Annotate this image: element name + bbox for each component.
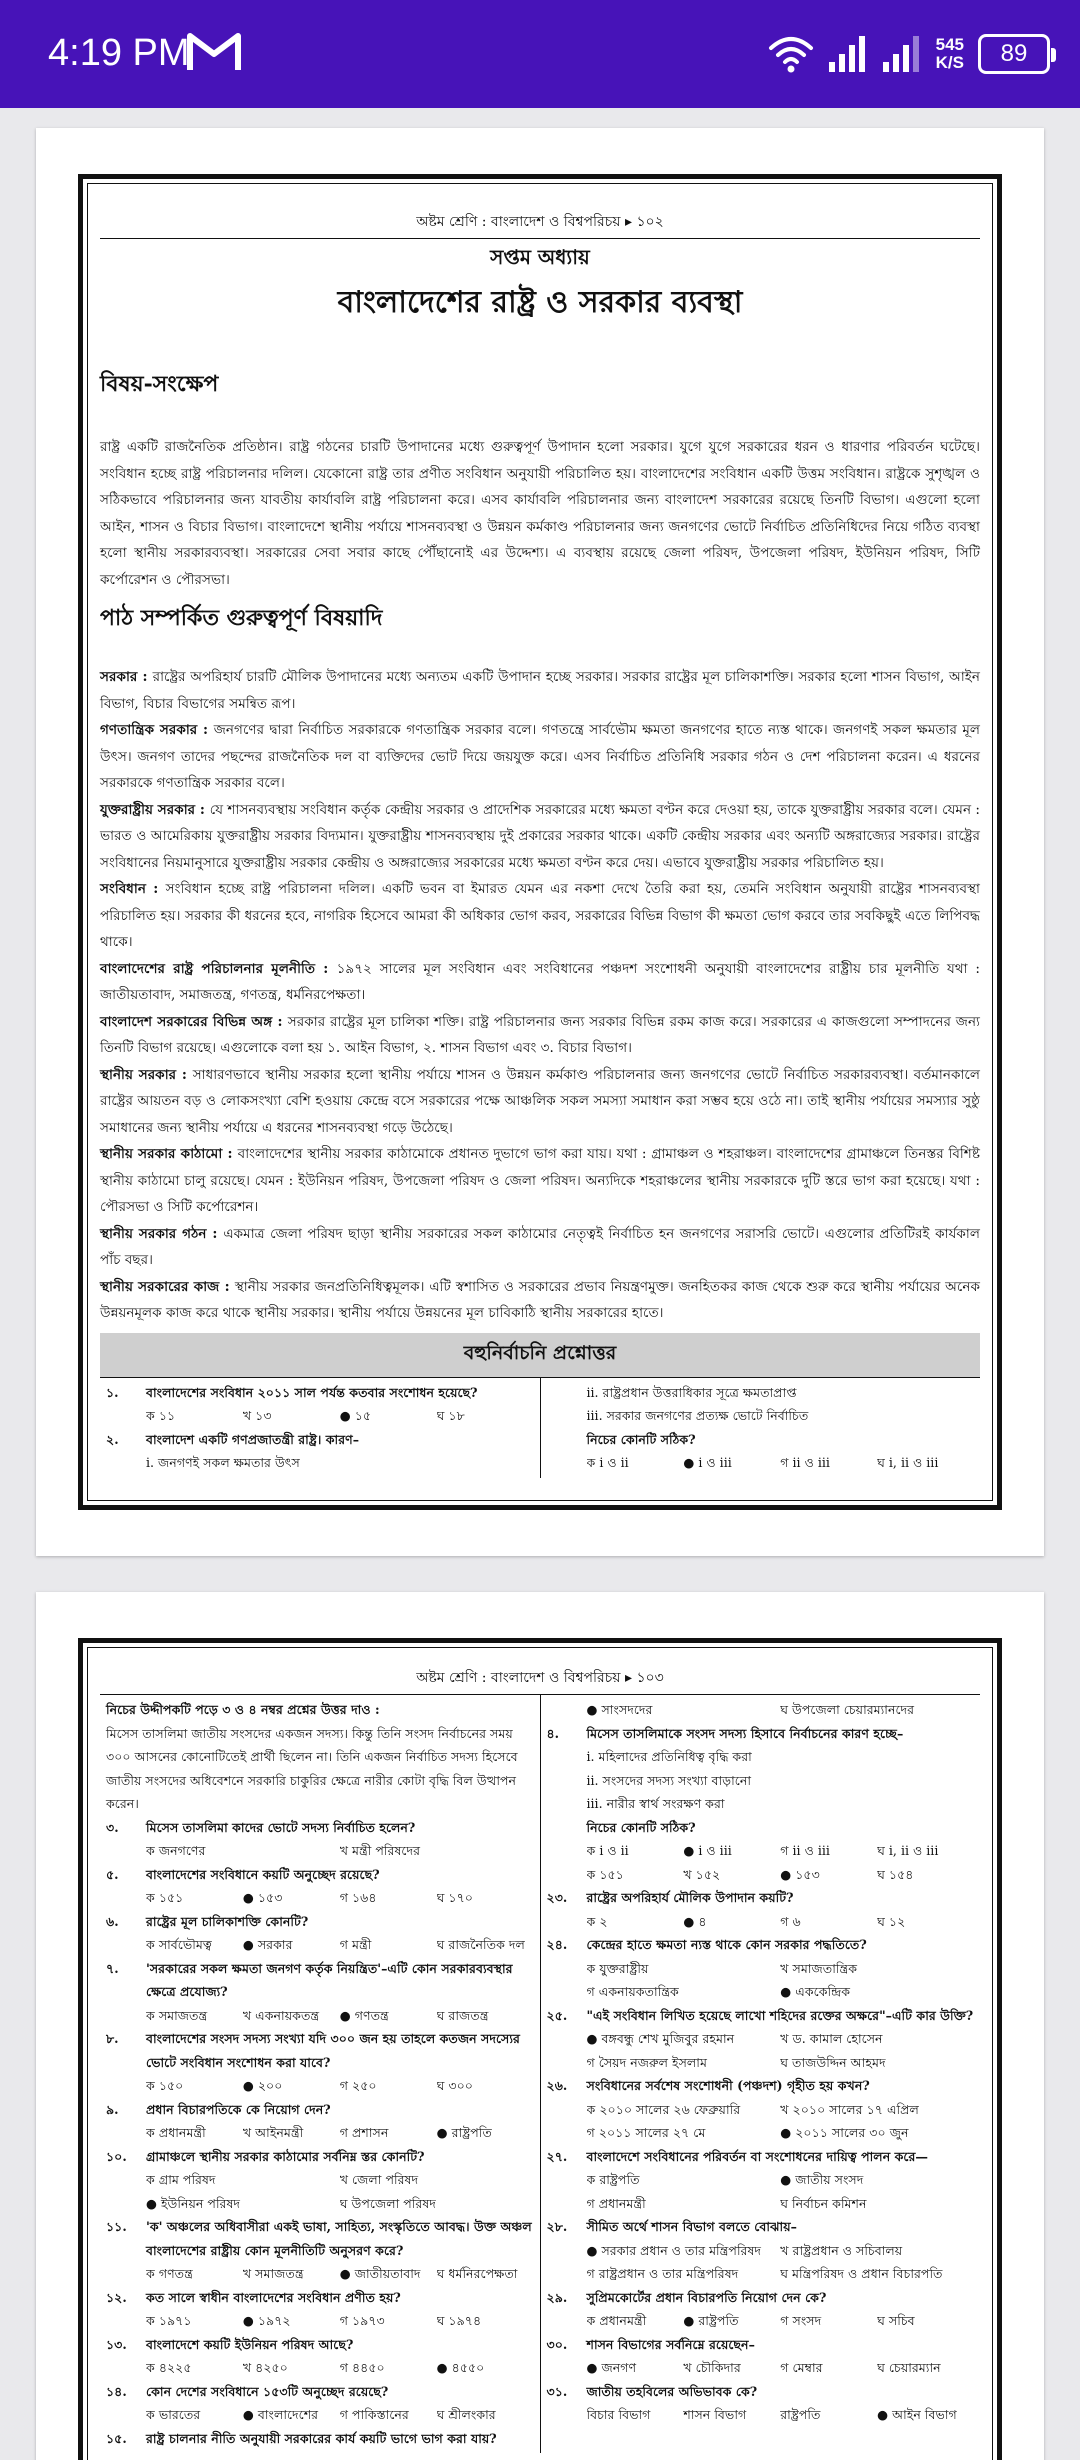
question-text: "এই সংবিধান লিখিত হয়েছে লাখো শহিদের রক্তের অক্ষরে"–এটি কার উক্তি? (586, 2007, 974, 2023)
answer-option: ● সরকার (242, 1937, 293, 1952)
summary-heading: বিষয়-সংক্ষেপ (100, 371, 219, 397)
stimulus-instruction: নিচের উদ্দীপকটি পড়ে ৩ ও ৪ নম্বর প্রশ্নের উত্তর দাও : (106, 1702, 380, 1717)
term-label: বাংলাদেশ সরকারের বিভিন্ন অঙ্গ : (100, 1013, 288, 1030)
answer-option: ক ১৫০ (146, 2078, 184, 2093)
answer-option: গ পাকিস্তানের (339, 2407, 409, 2422)
answer-option: ● ৪ (683, 1913, 707, 1929)
term-entry (100, 717, 980, 797)
question (106, 2427, 534, 2451)
term-text: স্থানীয় সরকার জনপ্রতিনিধিত্বমূলক। এটি স্বশাসিত ও সরকারের প্রভাব নিয়ন্ত্রণমুক্ত। জনহিতকর কাজ থেকে শুরু করে স্থানীয় পর্যায়ের অনেক উন্নয়নমূলক কাজ করে থাকে স্থানীয় সরকার। স্থানীয় পর্যায়ে উন্নয়নের মূল চাবিকাঠি স্থানীয় সরকারের হাতে। (100, 1278, 980, 1321)
answer-option: ক ২০১০ সালের ২৬ ফেব্রুয়ারি (586, 2101, 741, 2117)
mcq-column-left (100, 1695, 541, 2453)
question-number: ২৬. (546, 2078, 568, 2093)
answer-option: ক গণতন্ত্র (146, 2266, 193, 2281)
answer-option: ঘ তাজউদ্দিন আহমদ (780, 2054, 886, 2070)
question-number: ১৪. (106, 2383, 127, 2399)
answer-options (106, 2074, 534, 2098)
stimulus-text: মিসেস তাসলিমা জাতীয় সংসদের একজন সদস্য। কিন্তু তিনি সংসদ নির্বাচনের সময় ৩০০ আসনের কোনোটিতেই প্রার্থী ছিলেন না। তিনি একজন নির্বাচিত সদস্য হিসেবে জাতীয় সংসদের অধিবেশনে সরকারি চাকুরির ক্ষেত্রে নারীর কোটা বৃদ্ধি বিল উত্থাপন করেন। (106, 1725, 518, 1811)
answer-option: ক ১১ (146, 1408, 176, 1423)
answer-option: গ ii ও iii (780, 1843, 830, 1858)
answer-option: ● এককেন্দ্রিক (780, 1984, 851, 1999)
answer-option: গ সংসদ (780, 2313, 822, 2328)
answer-option: ক ৪২২৫ (146, 2360, 192, 2375)
mcq-column-right (541, 1378, 981, 1478)
answer-option: ক রাষ্ট্রপতি (586, 2172, 640, 2187)
answer-option: শাসন বিভাগ (683, 2407, 747, 2422)
question-text: মিসেস তাসলিমাকে সংসদ সদস্য হিসাবে নির্বাচনের কারণ হচ্ছে– (586, 1725, 904, 1741)
answer-option: ঘ i, ii ও iii (877, 1455, 939, 1470)
question-text: জাতীয় তহবিলের অভিভাবক কে? (586, 2383, 758, 2399)
answer-option: ক সার্বভৌমত্ব (146, 1937, 212, 1952)
answer-option: খ ১৩ (242, 1408, 272, 1423)
answer-option: ● জাতীয়তাবাদ (339, 2266, 421, 2281)
mcq-heading: বহুনির্বাচনি প্রশ্নোত্তর (100, 1333, 980, 1377)
term-entry (100, 876, 980, 956)
answer-option: ● রাষ্ট্রপতি (683, 2313, 739, 2328)
answer-option: ঘ মন্ত্রিপরিষদ ও প্রধান বিচারপতি (780, 2266, 943, 2281)
answer-option: ঘ ৩০০ (436, 2078, 473, 2093)
question-number: ২৫. (546, 2007, 568, 2023)
term-text: জনগণের দ্বারা নির্বাচিত সরকারকে গণতান্ত্রিক সরকার বলে। গণতন্ত্রে সার্বভৌম ক্ষমতা জনগণের হাতে ন্যস্ত থাকে। জনগণই সকল ক্ষমতার মূল উৎস। জনগণ তাদের পছন্দের রাজনৈতিক দল বা ব্যক্তিদের ভোট দিয়ে জয়যুক্ত করে। এসব নির্বাচিত প্রতিনিধি সরকার গঠন ও দেশ পরিচালনা করেন। এ ধরনের সরকারকে গণতান্ত্রিক সরকার বলে। (100, 722, 980, 791)
answer-option: ● ৪৫৫০ (436, 2360, 485, 2375)
question (547, 2004, 975, 2028)
question-number: ১০. (106, 2148, 127, 2164)
answer-option: ● i ও iii (683, 1843, 732, 1858)
question-text: কেন্দ্রের হাতে ক্ষমতা ন্যস্ত থাকে কোন সরকার পদ্ধতিতে? (586, 1937, 867, 1952)
question-number: ৮. (106, 2031, 119, 2046)
answer-option: গ ৪৪৫০ (339, 2360, 385, 2375)
term-text: সরকার রাষ্ট্রের মূল চালিকা শক্তি। রাষ্ট্র পরিচালনার জন্য সরকার বিভিন্ন রকম কাজ করে। সরকারের এ কাজগুলো সম্পাদনের জন্য তিনটি বিভাগ রয়েছে। এগুলোকে বলা হয় ১. আইন বিভাগ, ২. শাসন বিভাগ এবং ৩. বিচার বিভাগ। (100, 1013, 980, 1056)
question-number: ১. (106, 1384, 119, 1400)
question (106, 1957, 534, 2004)
question-text: শাসন বিভাগের সর্বনিম্নে রয়েছেন– (586, 2336, 755, 2352)
question-text: 'ক' অঞ্চলের অধিবাসীরা একই ভাষা, সাহিত্য, সংস্কৃতিতে আবদ্ধ। উক্ত অঞ্চল বাংলাদেশের রাষ্ট্রীয় কোন মূলনীতিটি অনুসরণ করে? (146, 2219, 532, 2258)
answer-option: গ রাষ্ট্রপ্রধান ও তার মন্ত্রিপরিষদ (586, 2266, 739, 2281)
answer-options (547, 1839, 975, 1863)
status-bar (0, 0, 1080, 108)
answer-option: খ ২০১০ সালের ১৭ এপ্রিল (780, 2101, 919, 2117)
question-number: ২৭. (546, 2148, 568, 2164)
answer-options (547, 2168, 975, 2215)
question-text: সীমিত অর্থে শাসন বিভাগ বলতে বোঝায়– (586, 2219, 797, 2234)
answer-options (547, 1451, 975, 1475)
answer-option: ক যুক্তরাষ্ট্রীয় (586, 1960, 649, 1976)
answer-option: ঘ ১২ (877, 1913, 906, 1929)
term-entry (100, 1221, 980, 1274)
question (547, 2286, 975, 2310)
statement-line: iii. নারীর স্বার্থ সংরক্ষণ করা (586, 1796, 725, 1811)
answer-option: ঘ ১৭০ (436, 1890, 473, 1905)
question-text: সুপ্রিমকোর্টের প্রধান বিচারপতি নিয়োগ দেন কে? (586, 2289, 827, 2305)
answer-option: গ ১৯৭৩ (339, 2313, 385, 2328)
terms-heading: পাঠ সম্পর্কিত গুরুত্বপূর্ণ বিষয়াদি (100, 605, 383, 631)
question (547, 1722, 975, 1746)
question-prompt: নিচের কোনটি সঠিক? (586, 1819, 696, 1835)
answer-options (547, 1698, 975, 1722)
answer-option: ● আইন বিভাগ (877, 2407, 957, 2422)
term-text: সংবিধান হচ্ছে রাষ্ট্র পরিচালনা দলিল। একটি ভবন বা ইমারত যেমন এর নকশা দেখে তৈরি করা হয়, তেমনি সংবিধান অনুযায়ী রাষ্ট্রের শাসনব্যবস্থা পরিচালিত হয়। সরকার কী ধরনের হবে, নাগরিক হিসেবে আমরা কী অধিকার ভোগ করব, সরকারের বিভিন্ন বিভাগ কী ক্ষমতা ভোগ করবে তার সবকিছুই এতে লিপিবদ্ধ থাকে। (100, 881, 980, 950)
term-label: সংবিধান : (100, 881, 166, 897)
question-text: বাংলাদেশ একটি গণপ্রজাতন্ত্রী রাষ্ট্র। কারণ– (146, 1431, 360, 1447)
term-entry (100, 797, 980, 877)
statement-line: i. জনগণই সকল ক্ষমতার উৎস (146, 1455, 300, 1470)
question (547, 2145, 975, 2169)
answer-option: ● ২০০ (242, 2078, 283, 2093)
question (106, 2098, 534, 2122)
question (106, 2215, 534, 2262)
answer-option: ক গ্রাম পরিষদ (146, 2172, 216, 2187)
answer-option: ঘ ১৯৭৪ (436, 2313, 482, 2328)
answer-option: ● সরকার প্রধান ও তার মন্ত্রিপরিষদ (586, 2242, 762, 2258)
answer-option: ঘ ১৮ (436, 1408, 465, 1423)
answer-options (106, 1886, 534, 1910)
answer-option: গ মন্ত্রী (339, 1937, 372, 1952)
question-text: রাষ্ট্রের অপরিহার্য মৌলিক উপাদান কয়টি? (586, 1890, 794, 1905)
question-text: সংবিধানের সর্বশেষ সংশোধনী (পঞ্চদশ) গৃহীত হয় কখন? (586, 2078, 870, 2093)
answer-option: ঘ ১৫৪ (877, 1866, 914, 1882)
question-number: ১১. (106, 2219, 127, 2234)
answer-option: ● জাতীয় সংসদ (780, 2172, 864, 2187)
answer-options (547, 1863, 975, 1887)
term-text: যে শাসনব্যবস্থায় সংবিধান কর্তৃক কেন্দ্রীয় সরকার ও প্রাদেশিক সরকারের মধ্যে ক্ষমতা বণ্টন করে দেওয়া হয়, তাকে যুক্তরাষ্ট্রীয় সরকার বলে। যেমন : ভারত ও আমেরিকায় যুক্তরাষ্ট্রীয় সরকার বিদ্যমান। যুক্তরাষ্ট্রীয় শাসনব্যবস্থায় দুই প্রকারের সরকার থাকে। একটি কেন্দ্রীয় সরকার এবং অন্যটি অঙ্গরাজ্যের সরকার। রাষ্ট্রের সংবিধানের নিয়মানুসারে যুক্তরাষ্ট্রীয় সরকার কেন্দ্রীয় ও অঙ্গরাজ্যের সরকারের মধ্যে ক্ষমতা বণ্টন করে দেয়। এভাবে যুক্তরাষ্ট্রীয় সরকার পরিচালিত হয়। (100, 801, 981, 871)
answer-option: ● ২০১১ সালের ৩০ জুন (780, 2125, 909, 2140)
document-page-2 (36, 1592, 1044, 2460)
statement-line: ii. রাষ্ট্রপ্রধান উত্তরাধিকার সূত্রে ক্ষমতাপ্রাপ্ত (586, 1384, 797, 1400)
question (106, 1381, 534, 1405)
question-number: ১৩. (106, 2336, 127, 2352)
question-text: কোন দেশের সংবিধানে ১৫৩টি অনুচ্ছেদ রয়েছে? (146, 2383, 389, 2399)
document-page-1 (36, 128, 1044, 1556)
question (547, 2380, 975, 2404)
answer-option: ● জনগণ (586, 2360, 637, 2375)
term-text: একমাত্র জেলা পরিষদ ছাড়া স্থানীয় সরকারের সকল কাঠামোর নেতৃত্বই নির্বাচিত হন জনগণের সরাসরি ভোটে। এগুলোর প্রতিটিরই কার্যকাল পাঁচ বছর। (100, 1225, 980, 1268)
question (106, 2333, 534, 2357)
answer-options (106, 2356, 534, 2380)
answer-option: খ সমাজতান্ত্রিক (780, 1960, 858, 1976)
term-label: স্থানীয় সরকার কাঠামো : (100, 1146, 238, 1162)
term-label: স্থানীয় সরকারের কাজ : (100, 1278, 235, 1295)
answer-option: খ ১৫২ (683, 1866, 721, 1882)
answer-option: ক ভারতের (146, 2407, 201, 2422)
answer-option: খ জেলা পরিষদ (339, 2172, 419, 2187)
answer-option: ● ইউনিয়ন পরিষদ (146, 2195, 241, 2211)
answer-option: গ একনায়কতান্ত্রিক (586, 1984, 679, 1999)
question (547, 1886, 975, 1910)
question-number: ৬. (106, 1913, 119, 1929)
term-entry (100, 1009, 980, 1062)
question-text: 'সরকারের সকল ক্ষমতা জনগণ কর্তৃক নিয়ন্ত্রিত'–এটি কোন সরকারব্যবস্থার ক্ষেত্রে প্রযোজ্য? (146, 1960, 513, 1999)
answer-option: খ সমাজতন্ত্র (242, 2266, 304, 2281)
answer-option: ক i ও ii (586, 1843, 629, 1858)
question-number: ২৮. (546, 2219, 568, 2234)
answer-options (547, 2239, 975, 2286)
answer-options (547, 2098, 975, 2145)
term-text: রাষ্ট্রের অপরিহার্য চারটি মৌলিক উপাদানের মধ্যে অন্যতম একটি উপাদান হচ্ছে সরকার। সরকার রাষ্ট্রের মূল চালিকাশক্তি। সরকার হলো শাসন বিভাগ, আইন বিভাগ, বিচার বিভাগের সমন্বিত রূপ। (100, 669, 980, 712)
signal-icon (828, 34, 868, 74)
network-speed-unit: K/S (935, 53, 964, 72)
answer-option: খ আইনমন্ত্রী (242, 2125, 304, 2140)
answer-option: ● ১৫ (339, 1408, 372, 1423)
answer-option: ঘ ধর্মনিরপেক্ষতা (436, 2266, 518, 2281)
answer-option: ● বঙ্গবন্ধু শেখ মুজিবুর রহমান (586, 2031, 735, 2046)
answer-option: ● গণতন্ত্র (339, 2007, 389, 2023)
gmail-icon (186, 30, 242, 74)
answer-option: গ ২৫০ (339, 2078, 377, 2093)
question-text: গ্রামাঞ্চলে স্থানীয় সরকার কাঠামোর সর্বনিম্ন স্তর কোনটি? (146, 2148, 425, 2164)
answer-options (106, 2262, 534, 2286)
answer-option: ঘ রাজনৈতিক দল (436, 1937, 525, 1952)
term-text: ১৯৭২ সালের মূল সংবিধান এবং সংবিধানের পঞ্চদশ সংশোধনী অনুযায়ী বাংলাদেশের রাষ্ট্রীয় চার মূলনীতি যথা : জাতীয়তাবাদ, সমাজতন্ত্র, গণতন্ত্র, ধর্মনিরপেক্ষতা। (100, 960, 980, 1003)
question-number: ৫. (106, 1866, 119, 1882)
question-number: ১২. (106, 2289, 127, 2305)
answer-options (106, 1404, 534, 1428)
question-number: ২৩. (546, 1890, 568, 1905)
battery-level: 89 (1000, 40, 1028, 67)
question (106, 1863, 534, 1887)
question-prompt: নিচের কোনটি সঠিক? (586, 1431, 696, 1447)
answer-option: ● ১৫৩ (242, 1890, 283, 1905)
question-number: ২. (106, 1431, 119, 1447)
answer-option: গ ৬ (780, 1913, 801, 1929)
question (106, 1428, 534, 1452)
term-entry (100, 664, 980, 717)
question-number: ৩০. (546, 2336, 568, 2352)
answer-options (106, 2004, 534, 2028)
answer-option: গ সৈয়দ নজরুল ইসলাম (586, 2054, 707, 2070)
signal-icon-2 (882, 34, 922, 74)
statement-line: ii. সংসদের সদস্য সংখ্যা বাড়ানো (586, 1772, 751, 1788)
answer-options (547, 2027, 975, 2074)
term-label: সরকার : (100, 669, 153, 685)
question-number: ৪. (546, 1725, 560, 1741)
term-entry (100, 956, 980, 1009)
question-number: ১৫. (106, 2430, 127, 2446)
question-number: ৩১. (546, 2383, 568, 2399)
answer-option: ● ১৯৭২ (242, 2313, 291, 2328)
answer-option: খ চৌকিদার (683, 2360, 741, 2375)
statement-line: i. মহিলাদের প্রতিনিধিত্ব বৃদ্ধি করা (586, 1749, 752, 1764)
question-text: বাংলাদেশের সংসদ সদস্য সংখ্যা যদি ৩০০ জন হয় তাহলে কতজন সদস্যের ভোটে সংবিধান সংশোধন করা যাবে? (146, 2031, 520, 2070)
answer-option: খ ড. কামাল হোসেন (780, 2031, 883, 2046)
answer-option: ● ১৫৩ (780, 1866, 820, 1882)
mcq-column-right (541, 1695, 981, 2453)
term-text: সাধারণভাবে স্থানীয় সরকার হলো স্থানীয় পর্যায়ে শাসন ও উন্নয়ন কর্মকাণ্ড পরিচালনার জন্য জনগণের ভোটে নির্বাচিত সরকারব্যবস্থা। বর্তমানকালে রাষ্ট্রের আয়তন বড় ও লোকসংখ্যা বেশি হওয়ায় কেন্দ্রে বসে সরকারের পক্ষে আঞ্চলিক সকল সমস্যা সমাধান করা সম্ভব হয়ে ওঠে না। তাই স্থানীয় পর্যায়ের সমস্যার সুষ্ঠু সমাধানের জন্য স্থানীয় পর্যায়ে এ ধরনের শাসনব্যবস্থা গড়ে উঠেছে। (100, 1066, 980, 1136)
battery-icon (978, 34, 1050, 74)
question (106, 2286, 534, 2310)
answer-option: বিচার বিভাগ (586, 2407, 651, 2422)
term-label: স্থানীয় সরকার গঠন : (100, 1225, 224, 1242)
answer-options (547, 1957, 975, 2004)
question (547, 1933, 975, 1957)
answer-option: খ ৪২৫০ (242, 2360, 288, 2375)
answer-options (547, 2309, 975, 2333)
question-text: বাংলাদেশে কয়টি ইউনিয়ন পরিষদ আছে? (146, 2336, 354, 2352)
term-label: গণতান্ত্রিক সরকার : (100, 722, 214, 738)
question-number: ২৪. (546, 1937, 568, 1952)
answer-option: ঘ শ্রীলংকার (436, 2407, 496, 2422)
answer-option: ক ১৯৭১ (146, 2313, 192, 2328)
network-speed-value: 545 (935, 35, 964, 54)
statement-line: iii. সরকার জনগণের প্রত্যক্ষ ভোটে নির্বাচিত (586, 1408, 809, 1423)
mcq-column-left (100, 1378, 541, 1478)
question (547, 2215, 975, 2239)
question-text: বাংলাদেশের সংবিধান ২০১১ সাল পর্যন্ত কতবার সংশোধন হয়েছে? (146, 1384, 478, 1400)
terms-list (100, 664, 980, 1327)
answer-options (106, 2168, 534, 2215)
answer-option: ঘ রাজতন্ত্র (436, 2007, 489, 2023)
term-label: বাংলাদেশের রাষ্ট্র পরিচালনার মূলনীতি : (100, 960, 337, 977)
question (547, 2074, 975, 2098)
term-text: বাংলাদেশের স্থানীয় সরকার কাঠামোকে প্রধানত দুভাগে ভাগ করা যায়। যথা : গ্রামাঞ্চল ও শহরাঞ্চল। বাংলাদেশের গ্রামাঞ্চলে তিনস্তর বিশিষ্ট স্থানীয় কাঠামো চালু রয়েছে। যেমন : ইউনিয়ন পরিষদ, উপজেলা পরিষদ ও জেলা পরিষদ। অন্যদিকে শহরাঞ্চলের স্থানীয় সরকারকে দুটি স্তরে ভাগ করা হয়েছে। যথা : পৌরসভা ও সিটি কর্পোরেশন। (100, 1146, 980, 1215)
answer-option: ক সমাজতন্ত্র (146, 2007, 208, 2023)
question-number: ৭. (106, 1960, 119, 1976)
answer-option: গ মেম্বার (780, 2360, 823, 2375)
network-speed (936, 36, 964, 72)
question (106, 1816, 534, 1840)
answer-option: ক প্রধানমন্ত্রী (586, 2313, 647, 2328)
answer-option: ঘ i, ii ও iii (877, 1843, 939, 1858)
answer-option: ঘ উপজেলা পরিষদ (339, 2195, 436, 2211)
answer-option: ক জনগণের (146, 1843, 206, 1858)
question (547, 2333, 975, 2357)
answer-option: ঘ উপজেলা চেয়ারম্যানদের (780, 1702, 915, 1717)
answer-option: গ ১৬৪ (339, 1890, 377, 1905)
question-number: ২৯. (546, 2289, 568, 2305)
chapter-title: বাংলাদেশের রাষ্ট্র ও সরকার ব্যবস্থা (337, 285, 743, 320)
chapter-number: সপ্তম অধ্যায় (490, 245, 590, 269)
answer-option: ক ২ (586, 1913, 608, 1929)
question-number: ৩. (106, 1819, 119, 1835)
answer-option: ● সাংসদদের (586, 1702, 653, 1717)
answer-option: গ ২০১১ সালের ২৭ মে (586, 2125, 706, 2140)
answer-options (547, 1910, 975, 1934)
answer-options (106, 1933, 534, 1957)
term-label: যুক্তরাষ্ট্রীয় সরকার : (100, 801, 210, 818)
answer-option: ঘ চেয়ারম্যান (877, 2360, 941, 2375)
summary-paragraph: রাষ্ট্র একটি রাজনৈতিক প্রতিষ্ঠান। রাষ্ট্র গঠনের চারটি উপাদানের মধ্যে গুরুত্বপূর্ণ উপাদান হলো সরকার। যুগে যুগে সরকারের ধরন ও ধারণার পরিবর্তন ঘটেছে। সংবিধান হচ্ছে রাষ্ট্র পরিচালনার দলিল। যেকোনো রাষ্ট্র তার প্রণীত সংবিধান অনুযায়ী পরিচালিত হয়। বাংলাদেশের সংবিধান একটি উত্তম সংবিধান। রাষ্ট্রকে সুশৃঙ্খল ও সঠিকভাবে পরিচালনার জন্য যাবতীয় কার্যাবলি রাষ্ট্র পরিচালনা করে। এসব কার্যাবলি পরিচালনার জন্য বাংলাদেশ সরকারের রয়েছে তিনটি বিভাগ। এগুলো হলো আইন, শাসন ও বিচার বিভাগ। বাংলাদেশে স্থানীয় পর্যায়ে শাসনব্যবস্থা ও উন্নয়ন কর্মকাণ্ড পরিচালনার জন্য জনগণের ভোটে নির্বাচিত প্রতিনিধিদের নিয়ে গঠিত ব্যবস্থা হলো স্থানীয় সরকারব্যবস্থা। সরকারের সেবা সবার কাছে পৌঁছানোই এর উদ্দেশ্য। এ ব্যবস্থায় রয়েছে জেলা পরিষদ, উপজেলা পরিষদ, ইউনিয়ন পরিষদ, সিটি কর্পোরেশন ও পৌরসভা। (100, 439, 980, 588)
answer-option: রাষ্ট্রপতি (780, 2407, 821, 2422)
term-entry (100, 1141, 980, 1221)
answer-options (106, 1839, 534, 1863)
answer-option: ● বাংলাদেশের (242, 2407, 319, 2422)
clock: 4:19 PM (48, 32, 190, 74)
answer-options (106, 2309, 534, 2333)
term-entry (100, 1062, 980, 1142)
answer-option: খ রাষ্ট্রপ্রধান ও সচিবালয় (780, 2242, 903, 2258)
running-head: অষ্টম শ্রেণি : বাংলাদেশ ও বিশ্বপরিচয় ▸ ১০৩ (100, 1658, 980, 1695)
question (106, 2027, 534, 2074)
answer-options (547, 2403, 975, 2427)
question-text: প্রধান বিচারপতিকে কে নিয়োগ দেন? (146, 2101, 331, 2117)
question (106, 1910, 534, 1934)
question-text: বাংলাদেশের সংবিধানে কয়টি অনুচ্ছেদ রয়েছে? (146, 1866, 380, 1882)
question-text: রাষ্ট্র চালনার নীতি অনুযায়ী সরকারের কার্য কয়টি ভাগে ভাগ করা যায়? (146, 2430, 497, 2446)
question-text: মিসেস তাসলিমা কাদের ভোটে সদস্য নির্বাচিত হলেন? (146, 1819, 416, 1835)
answer-option: ক প্রধানমন্ত্রী (146, 2125, 206, 2140)
question (106, 2145, 534, 2169)
page-border (78, 1638, 1002, 2460)
answer-option: ● রাষ্ট্রপতি (436, 2125, 492, 2140)
answer-option: খ একনায়কতন্ত্র (242, 2007, 320, 2023)
term-entry (100, 1274, 980, 1327)
term-label: স্থানীয় সরকার : (100, 1066, 193, 1083)
running-head: অষ্টম শ্রেণি : বাংলাদেশ ও বিশ্বপরিচয় ▸ ১০২ (100, 194, 980, 239)
answer-option: গ প্রধানমন্ত্রী (586, 2195, 646, 2211)
answer-option: গ ii ও iii (780, 1455, 830, 1470)
page-border (78, 174, 1002, 1510)
question-text: বাংলাদেশে সংবিধানের পরিবর্তন বা সংশোধনের দায়িত্ব পালন করে— (586, 2148, 928, 2164)
answer-options (547, 2356, 975, 2380)
answer-option: খ মন্ত্রী পরিষদের (339, 1843, 420, 1858)
answer-option: ঘ নির্বাচন কমিশন (780, 2195, 867, 2211)
question-text: রাষ্ট্রের মূল চালিকাশক্তি কোনটি? (146, 1913, 309, 1929)
answer-option: ক ১৫১ (586, 1866, 624, 1882)
answer-option: গ প্রশাসন (339, 2125, 389, 2140)
answer-option: ক i ও ii (586, 1455, 629, 1470)
answer-option: ক ১৫১ (146, 1890, 184, 1905)
answer-option: ● i ও iii (683, 1455, 732, 1470)
answer-option: ঘ সচিব (877, 2313, 915, 2328)
question-text: কত সালে স্বাধীন বাংলাদেশের সংবিধান প্রণীত হয়? (146, 2289, 401, 2305)
answer-options (106, 2403, 534, 2427)
question-number: ৯. (106, 2101, 119, 2117)
question (106, 2380, 534, 2404)
wifi-icon (768, 34, 814, 74)
answer-options (106, 2121, 534, 2145)
